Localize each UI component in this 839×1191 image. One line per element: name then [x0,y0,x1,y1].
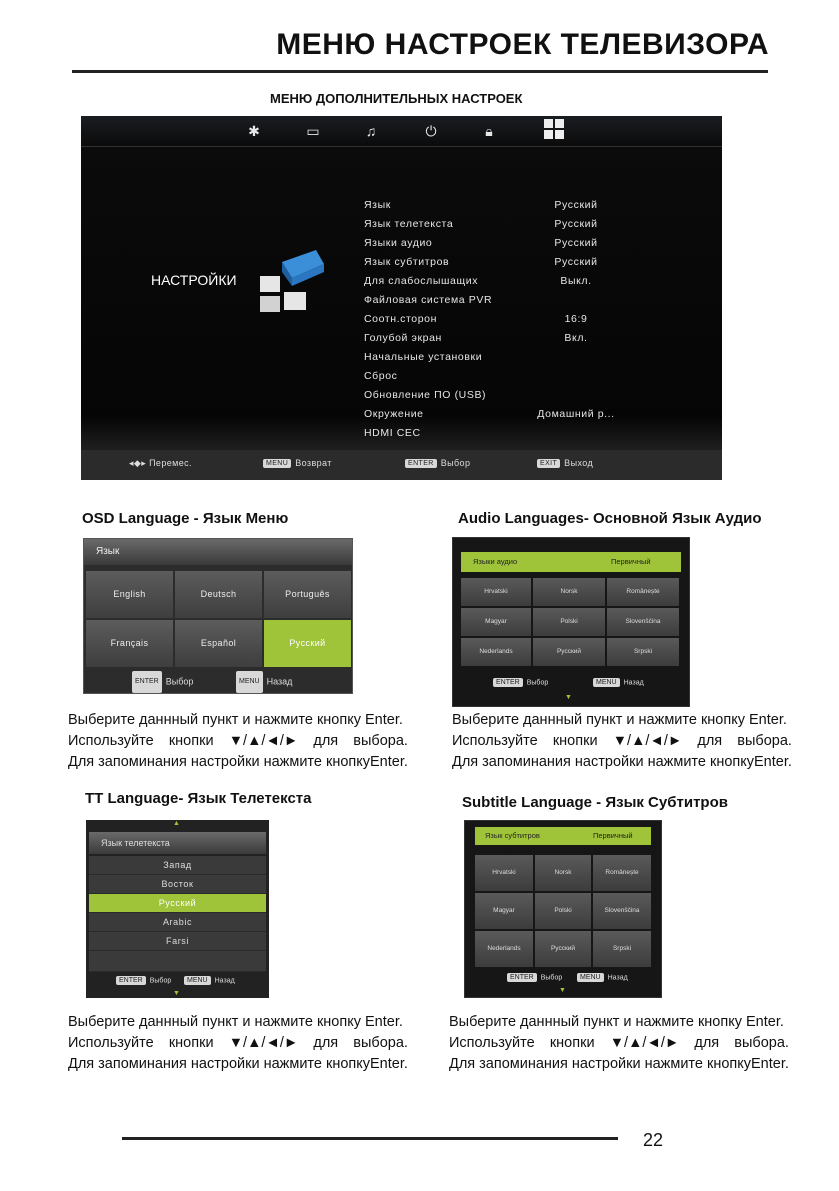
subtitle-cell[interactable]: Русский [535,931,591,967]
tt-empty-row [89,951,266,972]
screen-icon[interactable]: ▭ [306,123,320,139]
audio-footer-back: MENU Назад [593,678,644,687]
navigate-arrows-icon: ◂◆▸ [129,458,150,468]
menu-value: Русский [554,218,598,230]
instr-line1: Выберите даннный пункт и нажмите кнопку Enter. [449,1014,784,1030]
instructions-audio [452,710,792,773]
footer-move: ◂◆▸ Перемес. [129,458,192,468]
footer-back: MENU Возврат [263,458,332,468]
subtitle-cell[interactable]: Românește [593,855,651,891]
instr-line2: Используйте кнопки ▼/▲/◄/► для выбора. [449,1035,789,1051]
menu-key-icon: MENU [263,459,291,468]
section-subtitle: МЕНЮ ДОПОЛНИТЕЛЬНЫХ НАСТРОЕК [270,91,523,106]
tt-footer-back: MENU Назад [184,976,235,985]
menu-value: Русский [554,237,598,249]
subtitle-language-screenshot [464,820,662,998]
menu-item-blue-screen[interactable]: Голубой экран [364,332,442,344]
footer-select: ENTER Выбор [405,458,470,468]
picture-settings-icon[interactable]: ✱ [248,123,260,139]
menu-tab-bar [81,116,722,147]
audio-cell[interactable]: Русский [533,638,605,666]
tt-item[interactable]: Запад [89,856,266,875]
enter-key-icon: ENTER [405,459,437,468]
audio-note-icon[interactable]: ♫ [365,123,377,139]
instructions-tt [68,1012,408,1075]
osd-cell-espanol[interactable]: Español [175,620,262,667]
exit-key-icon: EXIT [537,459,560,468]
audio-cell[interactable]: Polski [533,608,605,636]
menu-item-subtitle-language[interactable]: Язык субтитров [364,256,450,268]
instr-line2: Используйте кнопки ▼/▲/◄/► для выбора. [68,1035,408,1051]
menu-item-teletext-language[interactable]: Язык телетекста [364,218,454,230]
audio-cell[interactable]: Magyar [461,608,531,636]
subtitle-cell[interactable]: Slovenščina [593,893,651,929]
settings-cubes-icon [256,244,326,316]
tt-item-selected[interactable]: Русский [89,894,266,913]
lock-icon[interactable]: 🔒︎ [485,123,493,139]
instr-line1: Выберите даннный пункт и нажмите кнопку Enter. [68,712,403,728]
subtitle-cell[interactable]: Norsk [535,855,591,891]
osd-footer-back: MENU Назад [236,671,292,691]
audio-head: Языки аудио Первичный [461,552,681,572]
bottom-divider [122,1137,618,1140]
instr-line3: Для запоминания настройки нажмите кнопкуEnter. [68,1056,408,1072]
osd-footer-select: ENTER Выбор [132,671,193,691]
tt-language-heading: TT Language- Язык Телетекста [85,790,312,807]
subtitle-cell[interactable]: Srpski [593,931,651,967]
top-divider [72,70,768,73]
tt-footer-select: ENTER Выбор [116,976,171,985]
menu-value: 16:9 [564,313,588,325]
subtitle-cell[interactable]: Magyar [475,893,533,929]
instr-line1: Выберите даннный пункт и нажмите кнопку Enter. [68,1014,403,1030]
down-arrow-icon: ▼ [559,987,566,994]
menu-item-first-time-setup[interactable]: Начальные установки [364,351,483,363]
menu-item-language[interactable]: Язык [364,199,391,211]
tt-item[interactable]: Farsi [89,932,266,951]
page-title: МЕНЮ НАСТРОЕК ТЕЛЕВИЗОРА [276,28,769,61]
page-number: 22 [643,1130,664,1150]
instructions-subtitle [449,1012,789,1075]
menu-item-reset[interactable]: Сброс [364,370,398,382]
menu-item-hard-of-hearing[interactable]: Для слабослышащих [364,275,479,287]
audio-cell[interactable]: Srpski [607,638,679,666]
menu-item-hdmi-cec[interactable]: HDMI CEC [364,427,421,439]
instr-line3: Для запоминания настройки нажмите кнопкуEnter. [449,1056,789,1072]
menu-value: Домашний р... [537,408,615,420]
tt-item[interactable]: Arabic [89,913,266,932]
menu-footer [81,450,722,480]
setup-grid-icon[interactable] [543,118,565,140]
menu-value: Русский [554,199,598,211]
subtitle-footer-back: MENU Назад [577,973,628,982]
footer-exit: EXIT Выход [537,458,593,468]
osd-cell-english[interactable]: English [86,571,173,618]
osd-cell-portugues[interactable]: Português [264,571,351,618]
menu-item-environment[interactable]: Окружение [364,408,424,420]
osd-language-screenshot [83,538,353,694]
menu-item-audio-languages[interactable]: Языки аудио [364,237,433,249]
osd-language-heading: OSD Language - Язык Меню [82,510,289,527]
osd-cell-francais[interactable]: Français [86,620,173,667]
up-arrow-icon: ▲ [173,820,180,827]
menu-item-pvr-filesystem[interactable]: Файловая система PVR [364,294,493,306]
tv-settings-screenshot [81,116,722,480]
subtitle-footer-select: ENTER Выбор [507,973,562,982]
subtitle-cell[interactable]: Hrvatski [475,855,533,891]
instructions-osd [68,710,408,773]
settings-section-label: НАСТРОЙКИ [151,272,237,288]
audio-cell[interactable]: Românește [607,578,679,606]
subtitle-cell[interactable]: Nederlands [475,931,533,967]
audio-cell[interactable]: Norsk [533,578,605,606]
audio-language-heading: Audio Languages- Основной Язык Аудио [458,510,762,527]
down-arrow-icon: ▼ [173,990,180,997]
menu-value: Русский [554,256,598,268]
tt-item[interactable]: Восток [89,875,266,894]
menu-value: Выкл. [560,275,592,287]
menu-item-software-update[interactable]: Обновление ПО (USB) [364,389,487,401]
timer-power-icon[interactable]: ⏻ [425,123,437,139]
menu-item-aspect-ratio[interactable]: Соотн.сторон [364,313,438,325]
instr-line3: Для запоминания настройки нажмите кнопкуEnter. [452,754,792,770]
menu-value: Вкл. [564,332,588,344]
osd-menu-title: Язык [84,539,352,565]
subtitle-head: Язык субтитров Первичный [475,827,651,845]
audio-language-screenshot [452,537,690,707]
subtitle-cell[interactable]: Polski [535,893,591,929]
audio-footer-select: ENTER Выбор [493,678,548,687]
audio-cell[interactable]: Hrvatski [461,578,531,606]
osd-cell-russian-selected[interactable]: Русский [264,620,351,667]
instr-line3: Для запоминания настройки нажмите кнопкуEnter. [68,754,408,770]
audio-cell[interactable]: Slovenščina [607,608,679,636]
instr-line2: Используйте кнопки ▼/▲/◄/► для выбора. [452,733,792,749]
instr-line1: Выберите даннный пункт и нажмите кнопку Enter. [452,712,787,728]
subtitle-language-heading: Subtitle Language - Язык Субтитров [462,794,728,811]
tt-menu-title: Язык телетекста [89,832,266,854]
instr-line2: Используйте кнопки ▼/▲/◄/► для выбора. [68,733,408,749]
tt-language-screenshot [86,820,269,998]
down-arrow-icon: ▼ [565,694,572,701]
osd-cell-deutsch[interactable]: Deutsch [175,571,262,618]
audio-cell[interactable]: Nederlands [461,638,531,666]
